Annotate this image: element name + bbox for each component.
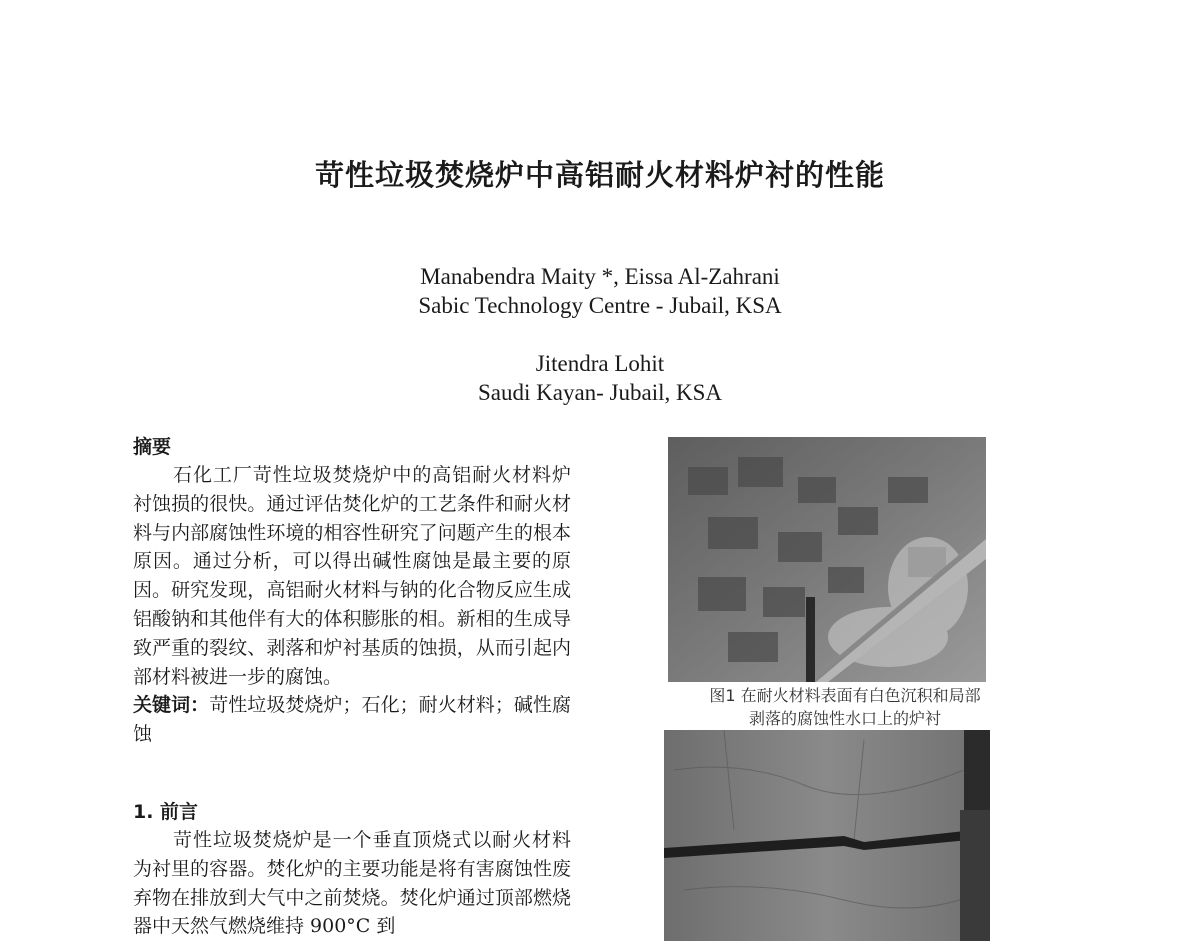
affiliation-line-2: Saudi Kayan- Jubail, KSA [477, 380, 723, 405]
introduction-body: 苛性垃圾焚烧炉是一个垂直顶烧式以耐火材料为衬里的容器。焚化炉的主要功能是将有害腐蚀性废弃物在排放到大气中之前焚烧。焚化炉通过顶部燃烧器中天然气燃烧维持 900°C 到 [133, 829, 571, 938]
keywords-label: 关键词： [133, 694, 210, 717]
keywords-text: 苛性垃圾焚烧炉；石化；耐火材料；碱性腐蚀 [133, 694, 571, 746]
authors-line-2: Jitendra Lohit [535, 351, 665, 376]
paper-title: 苛性垃圾焚烧炉中高铝耐火材料炉衬的性能 [314, 158, 885, 192]
abstract-section [133, 433, 571, 749]
abstract-heading: 摘要 [133, 436, 172, 458]
figure-1-caption-line-1: 图1 在耐火材料表面有白色沉积和局部 [709, 686, 981, 705]
figure-1-caption [680, 684, 1010, 730]
affiliation-line-1: Sabic Technology Centre - Jubail, KSA [418, 293, 782, 318]
figure-1-caption-line-2: 剥落的腐蚀性水口上的炉衬 [748, 709, 941, 728]
author-block-2 [0, 349, 1200, 407]
introduction-heading: 1. 前言 [133, 801, 199, 823]
figure-1-photo [668, 437, 986, 682]
author-block-1 [0, 262, 1200, 320]
introduction-section [133, 798, 571, 941]
figure-2-photo [664, 730, 990, 941]
abstract-body: 石化工厂苛性垃圾焚烧炉中的高铝耐火材料炉衬蚀损的很快。通过评估焚化炉的工艺条件和耐火材料与内部腐蚀性环境的相容性研究了问题产生的根本原因。通过分析，可以得出碱性腐蚀是最主要的原因。研究发现，高铝耐火材料与钠的化合物反应生成铝酸钠和其他伴有大的体积膨胀的相。新相的生成导致严重的裂纹、剥落和炉衬基质的蚀损，从而引起内部材料被进一步的腐蚀。 [133, 464, 571, 688]
authors-line-1: Manabendra Maity *, Eissa Al-Zahrani [420, 264, 780, 289]
keywords [133, 691, 571, 749]
